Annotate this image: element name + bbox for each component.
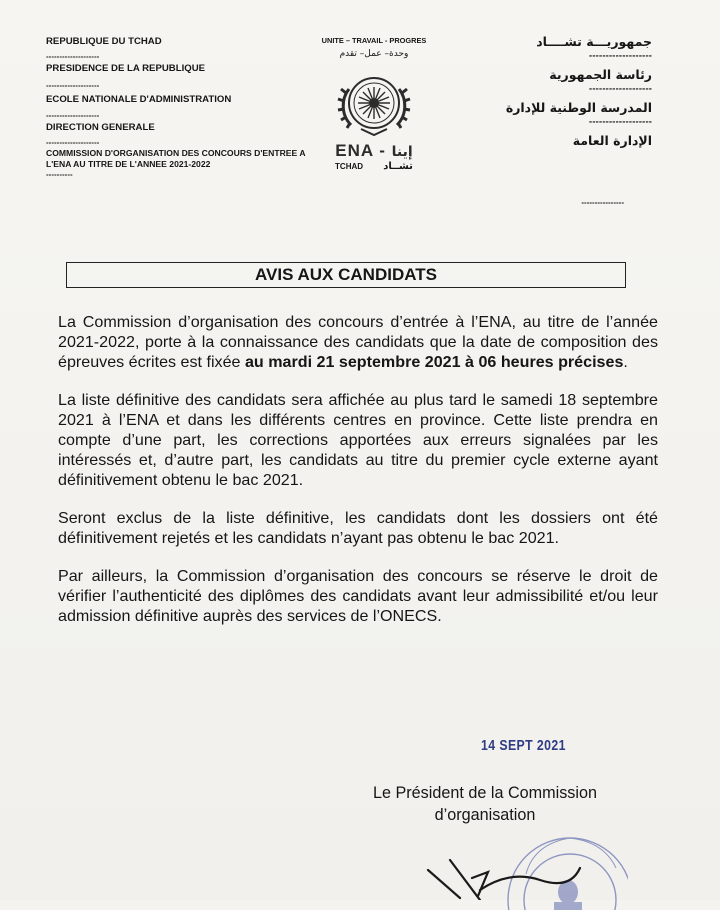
paragraph-exam-date <box>58 312 658 372</box>
commission-label: COMMISSION D'ORGANISATION DES CONCOURS D'ENTREE A L'ENA AU TITRE DE L'ANNEE 2021-2022 <box>46 147 306 169</box>
ena-arabic-label: إينا <box>391 144 413 160</box>
tchad-arabic-label: تشــاد <box>383 161 413 172</box>
handwritten-signature-icon <box>420 850 590 900</box>
paragraph-exclusions: Seront exclus de la liste définitive, les candidats dont les dossiers ont été définitivement rejetés et les candidats n’ayant pas obtenu le bac 2021. <box>58 509 658 547</box>
notice-body <box>58 312 658 644</box>
header-right <box>452 34 652 148</box>
separator-dots: -------------------- <box>46 51 100 61</box>
paragraph-final-list: La liste définitive des candidats sera affichée au plus tard le samedi 18 septembre 2021 à l’ENA et dans les différents centres en province. Cette liste prendra en compte d’une part, les corrections apportées aux erreurs signalées par les intéressés et, d’autre part, les candidats au titre du premier cycle externe ayant définitivement obtenu le bac 2021. <box>58 391 658 489</box>
separator-dots: -------------------- <box>46 110 100 120</box>
separator-dots: ---------------- <box>581 198 624 207</box>
tchad-label: TCHAD <box>335 162 364 171</box>
header-left <box>46 36 316 179</box>
header-center <box>318 36 430 172</box>
signer-title-line2: d’organisation <box>434 806 536 824</box>
ena-logo-text <box>318 141 430 161</box>
separator-dots: -------------------- <box>46 137 100 147</box>
ena-emblem-icon <box>331 63 417 143</box>
republic-arabic-label: جمهوريـــة تشــــاد <box>536 34 652 49</box>
school-arabic-label: المدرسة الوطنية للإدارة <box>505 100 652 115</box>
separator-dots: ------------------- <box>588 117 652 126</box>
notice-title: AVIS AUX CANDIDATS <box>66 262 626 288</box>
paragraph-end: . <box>623 353 628 371</box>
republic-label: REPUBLIQUE DU TCHAD <box>46 36 162 47</box>
tchad-logo-text <box>318 161 430 172</box>
direction-label: DIRECTION GENERALE <box>46 121 155 133</box>
signer-title-line1: Le Président de la Commission <box>372 784 598 802</box>
national-motto: UNITE – TRAVAIL - PROGRES <box>321 36 427 45</box>
exam-date-emphasis: au mardi 21 septembre 2021 à 06 heures précises <box>244 353 624 371</box>
paragraph-text: La Commission d’organisation des concours d’entrée à l’ENA, au titre de l’année 2021-2022, porte à la connaissance des candidats que la date de composition des épreuves écrites est fixée <box>58 313 658 371</box>
ena-label: ENA - <box>335 141 386 160</box>
direction-arabic-label: الإدارة العامة <box>572 133 652 148</box>
school-label: ECOLE NATIONALE D'ADMINISTRATION <box>46 93 232 105</box>
separator-dots: ---------- <box>46 170 73 180</box>
separator-dots: ------------------- <box>588 51 652 60</box>
national-motto-arabic: وحدة– عمل– تقدم <box>339 49 409 59</box>
presidency-arabic-label: رئاسة الجمهورية <box>549 67 652 82</box>
separator-dots: -------------------- <box>46 80 100 90</box>
date-stamp: 14 SEPT 2021 <box>481 737 566 754</box>
presidency-label: PRESIDENCE DE LA REPUBLIQUE <box>46 62 206 74</box>
separator-dots: ------------------- <box>588 84 652 93</box>
paragraph-verification: Par ailleurs, la Commission d’organisation des concours se réserve le droit de vérifier l’authenticité des diplômes des candidats avant leur admissibilité et/ou leur admission définitive auprès des services de l’ONECS. <box>58 567 658 625</box>
